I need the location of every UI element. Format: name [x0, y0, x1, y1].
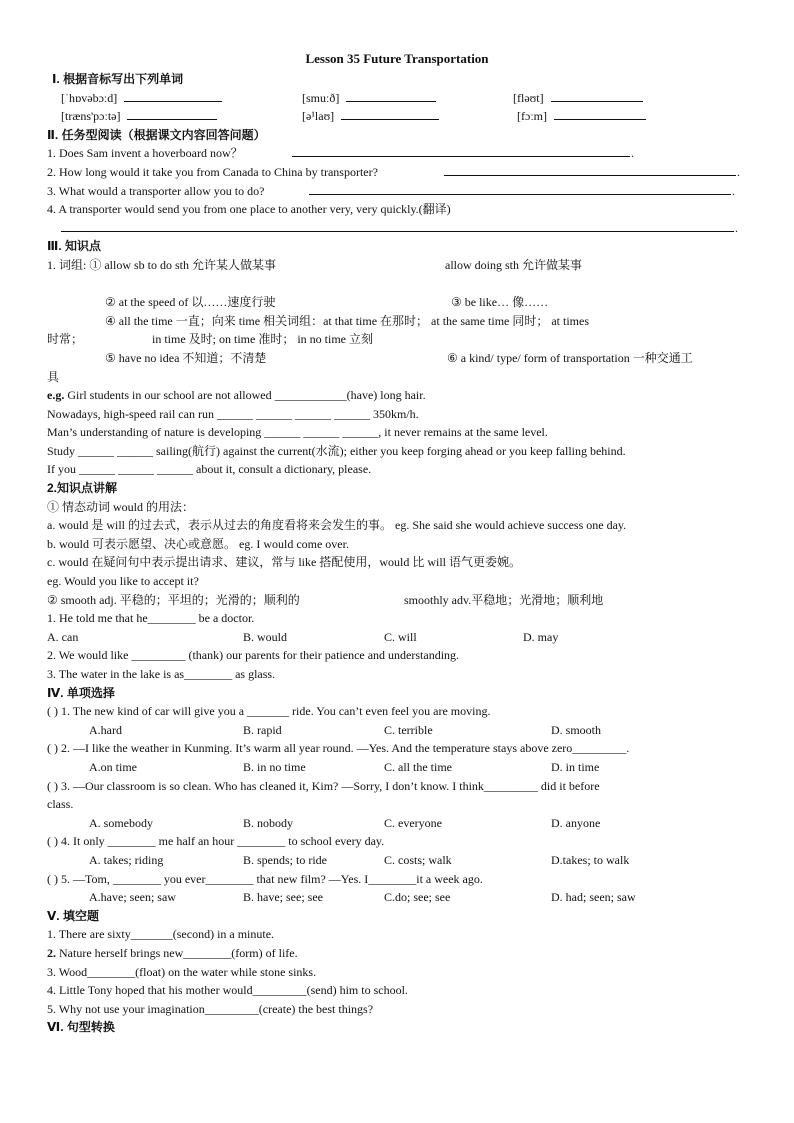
- answer-blank[interactable]: [127, 107, 217, 120]
- mc-question-1: ( ) 1. The new kind of car will give you a _______ ride. You can’t even feel you are moving.: [47, 704, 491, 719]
- section-3-2-heading: 2.知识点讲解: [47, 481, 118, 496]
- phrase-row-1: 1. 词组: ① allow sb to do sth 允许某人做某事 allow doing sth 允许做某事: [47, 257, 582, 272]
- mc-question-2: ( ) 2. —I like the weather in Kunming. It’s warm all year round. —Yes. And the temperature stays above zero_________.: [47, 741, 630, 756]
- phonetic-transport: [træns'pɔːtә]: [61, 109, 121, 124]
- fill-question-2: 2. Nature herself brings new________(form) of life.: [47, 945, 298, 960]
- mc-question-3: ( ) 3. —Our classroom is so clean. Who has cleaned it, Kim? —Sorry, I don’t know. I think_________ did it before: [47, 778, 600, 793]
- option-c[interactable]: C. everyone: [384, 815, 442, 830]
- phonetic-hoverboard: [ˈhɒvəbɔːd]: [61, 90, 118, 105]
- answer-blank[interactable]: [346, 89, 436, 102]
- fill-question-1: 1. There are sixty_______(second) in a minute.: [47, 927, 275, 942]
- example-4: Study ______ ______ sailing(航行) against the current(水流); either you keep forging ahead or you keep falling behind.: [47, 443, 626, 458]
- option-d[interactable]: D. may: [523, 629, 559, 644]
- would-usage-c: c. would 在疑问句中表示提出请求、建议，常与 like 搭配使用，would 比 will 语气更委婉。: [47, 555, 521, 570]
- option-c[interactable]: C. all the time: [384, 759, 452, 774]
- example-3: Man’s understanding of nature is developing ______ ______ ______, it never remains at the same level.: [47, 425, 548, 440]
- answer-line[interactable]: [292, 144, 630, 157]
- would-usage-b: b. would 可表示愿望、决心或意愿。 eg. I would come over.: [47, 536, 349, 551]
- option-b[interactable]: B. spends; to ride: [243, 852, 327, 867]
- answer-blank[interactable]: [554, 107, 646, 120]
- option-b[interactable]: B. in no time: [243, 759, 306, 774]
- phonetic-smooth: [smuːð]: [302, 90, 340, 105]
- phrase-row-4: 时常； in time 及时; on time 准时； in no time 立刻: [47, 332, 373, 347]
- answer-line[interactable]: [444, 163, 736, 176]
- example-1: e.g. Girl students in our school are not allowed ____________(have) long hair.: [47, 388, 426, 403]
- option-c[interactable]: C. terrible: [384, 722, 433, 737]
- section-1-heading: Ⅰ. 根据音标写出下列单词: [52, 72, 184, 86]
- mc-question-4: ( ) 4. It only ________ me half an hour ________ to school every day.: [47, 834, 385, 849]
- page-title: Lesson 35 Future Transportation: [305, 51, 489, 66]
- reading-question-3: 3. What would a transporter allow you to do? .: [47, 183, 735, 198]
- mc-question-3-cont: class.: [47, 797, 74, 812]
- option-a[interactable]: A.have; seen; saw: [89, 890, 176, 905]
- option-b[interactable]: B. have; see; see: [243, 890, 323, 905]
- fill-question-4: 4. Little Tony hoped that his mother would_________(send) him to school.: [47, 983, 408, 998]
- would-example: eg. Would you like to accept it?: [47, 574, 199, 589]
- mc-options-3: [47, 814, 747, 833]
- answer-blank[interactable]: [124, 89, 222, 102]
- option-a[interactable]: A. somebody: [89, 815, 153, 830]
- exercise-1: 1. He told me that he________ be a doctor.: [47, 611, 255, 626]
- answer-blank[interactable]: [551, 89, 643, 102]
- reading-question-1: 1. Does Sam invent a hoverboard now？ .: [47, 146, 634, 161]
- section-5-heading: Ⅴ. 填空题: [47, 908, 99, 923]
- example-2: Nowadays, high-speed rail can run ______ ______ ______ ______ 350km/h.: [47, 406, 419, 421]
- option-c[interactable]: C.do; see; see: [384, 890, 451, 905]
- worksheet-page: [47, 50, 747, 1037]
- option-c[interactable]: C. will: [384, 629, 417, 644]
- section-3-heading: Ⅲ. 知识点: [47, 239, 102, 254]
- phonetic-row-2: [47, 107, 747, 126]
- option-d[interactable]: D. smooth: [551, 722, 602, 737]
- option-a[interactable]: A. can: [47, 629, 79, 644]
- mc-options-2: [47, 758, 747, 777]
- phrase-row-5: ⑤ have no idea 不知道；不清楚 ⑥ a kind/ type/ form of transportation 一种交通工: [105, 350, 693, 365]
- phonetic-allow: [ə¹laʊ]: [302, 109, 335, 124]
- section-4-heading: Ⅳ. 单项选择: [47, 685, 115, 700]
- option-c[interactable]: C. costs; walk: [384, 852, 452, 867]
- option-b[interactable]: B. nobody: [243, 815, 294, 830]
- phrase-row-3: ④ all the time 一直；向来 time 相关词组：at that time 在那时； at the same time 同时； at times: [105, 313, 590, 328]
- reading-question-2: 2. How long would it take you from Canada to China by transporter? .: [47, 164, 740, 179]
- would-heading: ① 情态动词 would 的用法：: [47, 499, 195, 514]
- exercise-1-options: [47, 628, 747, 647]
- exercise-3: 3. The water in the lake is as________ as glass.: [47, 667, 276, 681]
- phrase-row-2: ② at the speed of 以……速度行驶 ③ be like… 像……: [105, 295, 549, 310]
- option-a[interactable]: A.on time: [89, 759, 137, 774]
- reading-answer-4: .: [47, 219, 747, 238]
- exercise-2: 2. We would like _________ (thank) our parents for their patience and understanding.: [47, 648, 460, 663]
- option-a[interactable]: A.hard: [89, 722, 122, 737]
- option-b[interactable]: B. rapid: [243, 722, 282, 737]
- smooth-note: ② smooth adj. 平稳的；平坦的；光滑的；顺利的 smoothly adv.平稳地；光滑地；顺利地: [47, 592, 604, 607]
- option-d[interactable]: D.takes; to walk: [551, 852, 630, 867]
- mc-question-5: ( ) 5. —Tom, ________ you ever________ that new film? —Yes. I________it a week ago.: [47, 871, 483, 886]
- would-usage-a: a. would 是 will 的过去式，表示从过去的角度看将来会发生的事。 eg. She said she would achieve success one day.: [47, 518, 627, 533]
- option-d[interactable]: D. in time: [551, 759, 600, 774]
- fill-question-3: 3. Wood________(float) on the water while stone sinks.: [47, 964, 317, 979]
- phrase-row-6: 具: [47, 369, 60, 384]
- mc-options-1: [47, 721, 747, 740]
- mc-options-4: [47, 851, 747, 870]
- phonetic-float: [flәʊt]: [513, 90, 544, 105]
- section-6-heading: Ⅵ. 句型转换: [47, 1020, 115, 1035]
- option-a[interactable]: A. takes; riding: [89, 852, 164, 867]
- option-d[interactable]: D. anyone: [551, 815, 601, 830]
- phonetic-form: [fɔːm]: [517, 109, 547, 124]
- option-b[interactable]: B. would: [243, 629, 288, 644]
- reading-question-4: 4. A transporter would send you from one place to another very, very quickly.(翻译): [47, 202, 451, 217]
- answer-line[interactable]: [61, 219, 734, 232]
- option-d[interactable]: D. had; seen; saw: [551, 890, 636, 905]
- phonetic-row-1: [47, 89, 747, 108]
- mc-options-5: [47, 888, 747, 907]
- example-5: If you ______ ______ ______ about it, consult a dictionary, please.: [47, 462, 372, 477]
- answer-line[interactable]: [309, 182, 731, 195]
- section-2-heading: Ⅱ. 任务型阅读（根据课文内容回答问题）: [47, 127, 266, 142]
- answer-blank[interactable]: [341, 107, 439, 120]
- fill-question-5: 5. Why not use your imagination_________(create) the best things?: [47, 1001, 374, 1016]
